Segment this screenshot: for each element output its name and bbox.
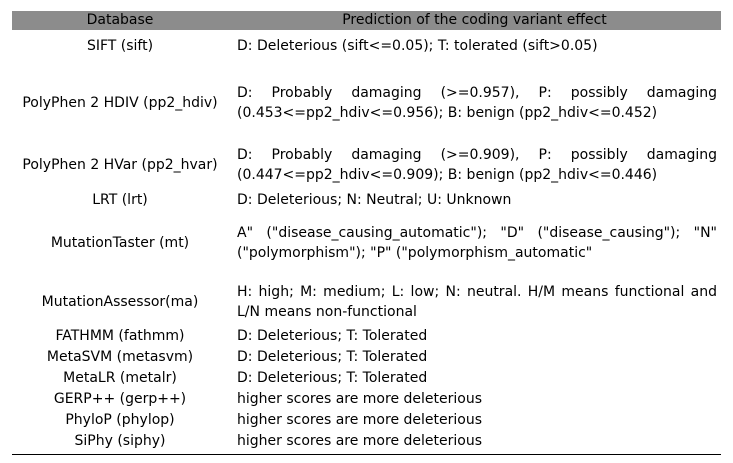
database-cell: PolyPhen 2 HDIV (pp2_hdiv) <box>22 95 218 111</box>
table-header <box>12 11 721 30</box>
prediction-cell: D: Deleterious (sift<=0.05); T: tolerated (sift>0.05) <box>237 38 598 54</box>
prediction-cell: D: Deleterious; N: Neutral; U: Unknown <box>237 192 512 208</box>
database-cell: SiPhy (siphy) <box>74 433 166 449</box>
database-cell: PhyloP (phylop) <box>65 412 175 428</box>
prediction-cell: D: Probably damaging (>=0.957), P: possibly damaging (0.453<=pp2_hdiv<=0.956); B: benign (pp2_hdiv<=0.452) <box>237 85 717 121</box>
prediction-cell: A" ("disease_causing_automatic"); "D" ("disease_causing"); "N" ("polymorphism"); "P" ("polymorphism_automatic" <box>237 225 717 261</box>
database-cell: MetaLR (metalr) <box>63 370 177 386</box>
prediction-cell: H: high; M: medium; L: low; N: neutral. H/M means functional and L/N means non-functional <box>237 284 717 320</box>
database-cell: MutationAssessor(ma) <box>41 294 199 310</box>
database-cell: GERP++ (gerp++) <box>53 391 187 407</box>
database-cell: FATHMM (fathmm) <box>55 328 185 344</box>
database-cell: SIFT (sift) <box>86 38 154 54</box>
database-cell: MutationTaster (mt) <box>50 235 190 251</box>
database-cell: LRT (lrt) <box>92 192 148 208</box>
prediction-cell: higher scores are more deleterious <box>237 412 482 428</box>
prediction-cell: D: Probably damaging (>=0.909), P: possibly damaging (0.447<=pp2_hdiv<=0.909); B: benign (pp2_hdiv<=0.446) <box>237 147 717 183</box>
prediction-cell: higher scores are more deleterious <box>237 433 482 449</box>
prediction-cell: D: Deleterious; T: Tolerated <box>237 328 428 344</box>
database-cell: MetaSVM (metasvm) <box>46 349 194 365</box>
database-cell: PolyPhen 2 HVar (pp2_hvar) <box>22 157 218 173</box>
header-database: Database <box>86 12 154 28</box>
bottom-rule <box>12 454 721 455</box>
prediction-cell: D: Deleterious; T: Tolerated <box>237 370 428 386</box>
header-prediction: Prediction of the coding variant effect <box>342 12 607 28</box>
prediction-cell: D: Deleterious; T: Tolerated <box>237 349 428 365</box>
variant-effect-table <box>12 11 721 449</box>
prediction-cell: higher scores are more deleterious <box>237 391 482 407</box>
